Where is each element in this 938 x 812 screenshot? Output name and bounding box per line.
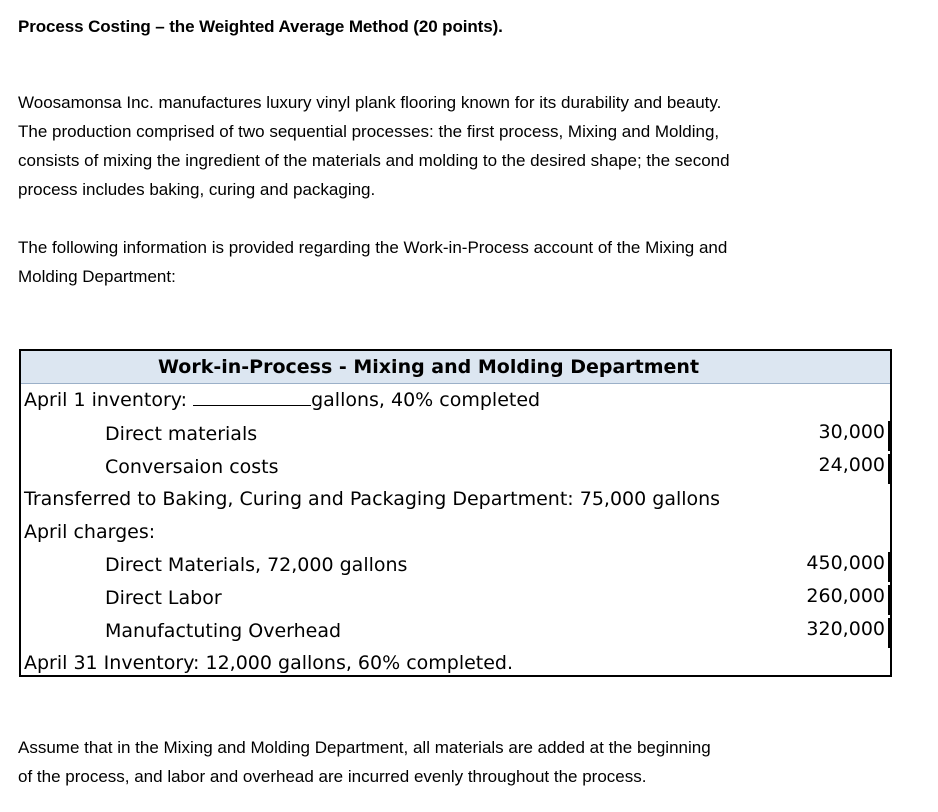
assume-line: Assume that in the Mixing and Molding Department, all materials are added at the beginning <box>18 738 711 757</box>
direct-materials-amount: 30,000 <box>800 421 890 451</box>
april1-inventory-row <box>24 389 540 411</box>
april-charges-label: April charges: <box>24 521 156 543</box>
april1-blank <box>193 389 311 406</box>
overhead-label: Manufactuting Overhead <box>105 620 342 642</box>
intro-line: consists of mixing the ingredient of the materials and molding to the desired shape; the second <box>18 151 730 170</box>
intro-line: Woosamonsa Inc. manufactures luxury vinyl plank flooring known for its durability and beauty. <box>18 93 722 112</box>
intro-line: process includes baking, curing and packaging. <box>18 180 376 199</box>
conversion-costs-label: Conversaion costs <box>105 456 279 478</box>
intro-line: The production comprised of two sequential processes: the first process, Mixing and Molding, <box>18 122 720 141</box>
info-paragraph <box>18 233 898 291</box>
assume-line: of the process, and labor and overhead are incurred evenly throughout the process. <box>18 767 647 786</box>
ledger-header <box>21 351 890 384</box>
info-line: Molding Department: <box>18 267 176 286</box>
wip-ledger-table <box>19 349 892 677</box>
problem-title: Process Costing – the Weighted Average Method (20 points). <box>18 17 503 36</box>
ledger-title: Work-in-Process - Mixing and Molding Department <box>158 356 700 378</box>
april1-suffix: gallons, 40% completed <box>311 389 541 411</box>
direct-materials-charges-amount: 450,000 <box>800 552 890 582</box>
april1-label: April 1 inventory: <box>24 389 194 411</box>
intro-paragraph <box>18 88 898 204</box>
direct-labor-label: Direct Labor <box>105 587 222 609</box>
assumption-paragraph <box>18 733 898 791</box>
april31-inventory-row: April 31 Inventory: 12,000 gallons, 60% completed. <box>24 652 514 674</box>
direct-materials-label: Direct materials <box>105 423 258 445</box>
transferred-row: Transferred to Baking, Curing and Packaging Department: 75,000 gallons <box>24 488 721 510</box>
direct-labor-amount: 260,000 <box>800 585 890 615</box>
overhead-amount: 320,000 <box>800 618 890 648</box>
conversion-costs-amount: 24,000 <box>800 454 890 484</box>
direct-materials-charges-label: Direct Materials, 72,000 gallons <box>105 554 408 576</box>
info-line: The following information is provided regarding the Work-in-Process account of the Mixing and <box>18 238 728 257</box>
